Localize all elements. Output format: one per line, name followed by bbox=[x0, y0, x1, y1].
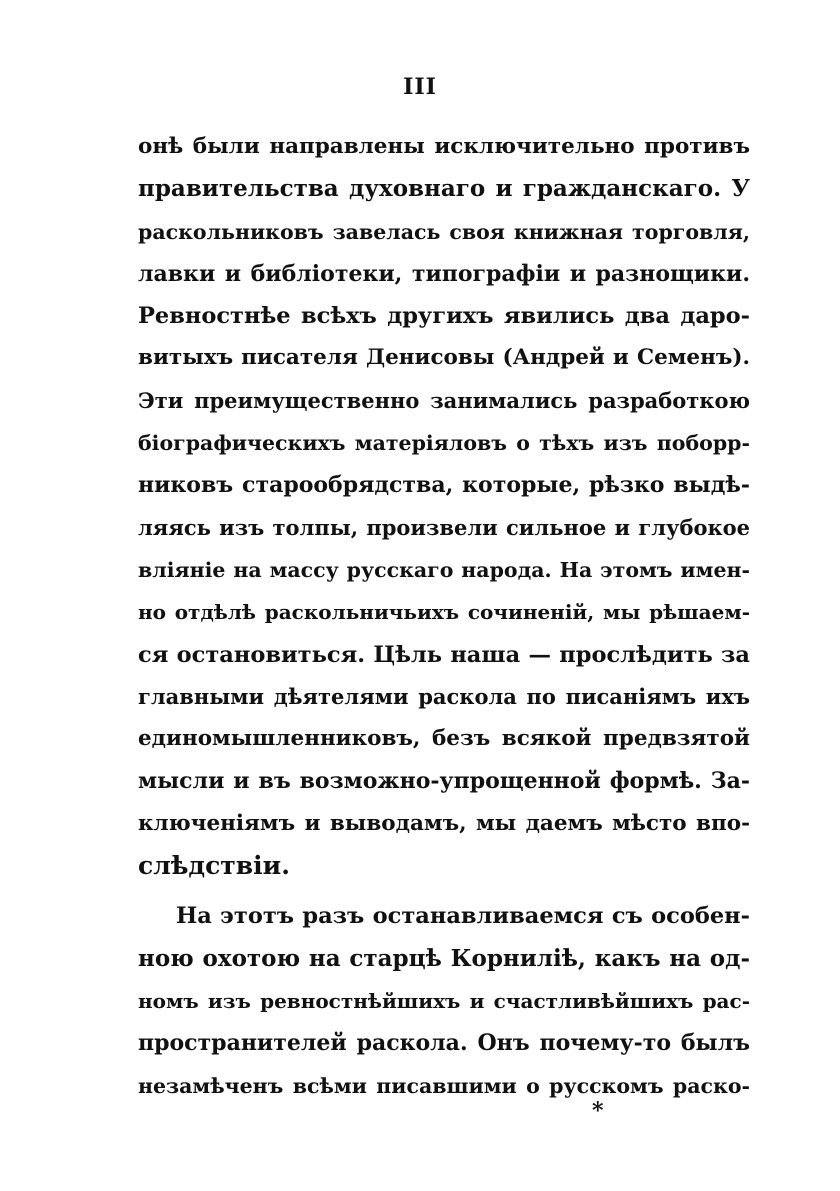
paragraph-1 bbox=[138, 126, 750, 887]
text-line: слѣдствіи. bbox=[138, 851, 290, 881]
text-line: ляясь изъ толпы, произвели сильное и глубокое bbox=[138, 514, 750, 540]
text-line: ся остановиться. Цѣль наша — прослѣдить за bbox=[138, 641, 750, 668]
text-line: мысли и въ возможно-упрощенной формѣ. За- bbox=[138, 768, 750, 795]
text-line: незамѣченъ всѣми писавшими о русскомъ раско- bbox=[138, 1073, 750, 1098]
paragraph-2 bbox=[138, 895, 750, 1106]
text-line: никовъ старообрядства, которые, рѣзко выдѣ- bbox=[138, 472, 750, 499]
text-line: пространителей раскола. Онъ почему-то былъ bbox=[138, 1030, 750, 1057]
paragraph-gap bbox=[138, 887, 750, 895]
page-number: III bbox=[403, 74, 437, 100]
text-line: лавки и библіотеки, типографіи и разнощики. bbox=[138, 260, 750, 287]
text-line: но отдѣлѣ раскольничьихъ сочиненій, мы рѣшаем- bbox=[138, 600, 750, 625]
text-line: правительства духовнаго и гражданскаго. У bbox=[138, 175, 750, 203]
text-line: раскольниковъ завелась своя книжная торговля, bbox=[138, 219, 750, 244]
text-line: ною охотою на старцѣ Корниліѣ, какъ на од- bbox=[138, 944, 750, 972]
text-line: онѣ были направлены исключительно противъ bbox=[138, 134, 750, 159]
text-line: біографическихъ матеріяловъ о тѣхъ изъ поборр- bbox=[138, 431, 750, 456]
signature-mark: * bbox=[592, 1098, 604, 1124]
text-line: вліяніе на массу русскаго народа. На этомъ имен- bbox=[138, 557, 750, 582]
text-line: Ревностнѣе всѣхъ другихъ явились два даро- bbox=[138, 303, 750, 330]
text-line: номъ изъ ревностнѣйшихъ и счастливѣйшихъ рас- bbox=[138, 988, 750, 1013]
text-line: витыхъ писателя Денисовы (Андрей и Семенъ). bbox=[138, 345, 750, 371]
text-line: ключеніямъ и выводамъ, мы даемъ мѣсто впо- bbox=[138, 810, 750, 836]
text-line: Эти преимущественно занимались разработкою bbox=[138, 387, 750, 413]
text-line: единомышленниковъ, безъ всякой предвзятой bbox=[138, 726, 750, 752]
text-line: главными дѣятелями раскола по писаніямъ ихъ bbox=[138, 683, 750, 709]
text-line: На этотъ разъ останавливаемся съ особен- bbox=[176, 903, 750, 930]
body-text bbox=[138, 126, 750, 1107]
